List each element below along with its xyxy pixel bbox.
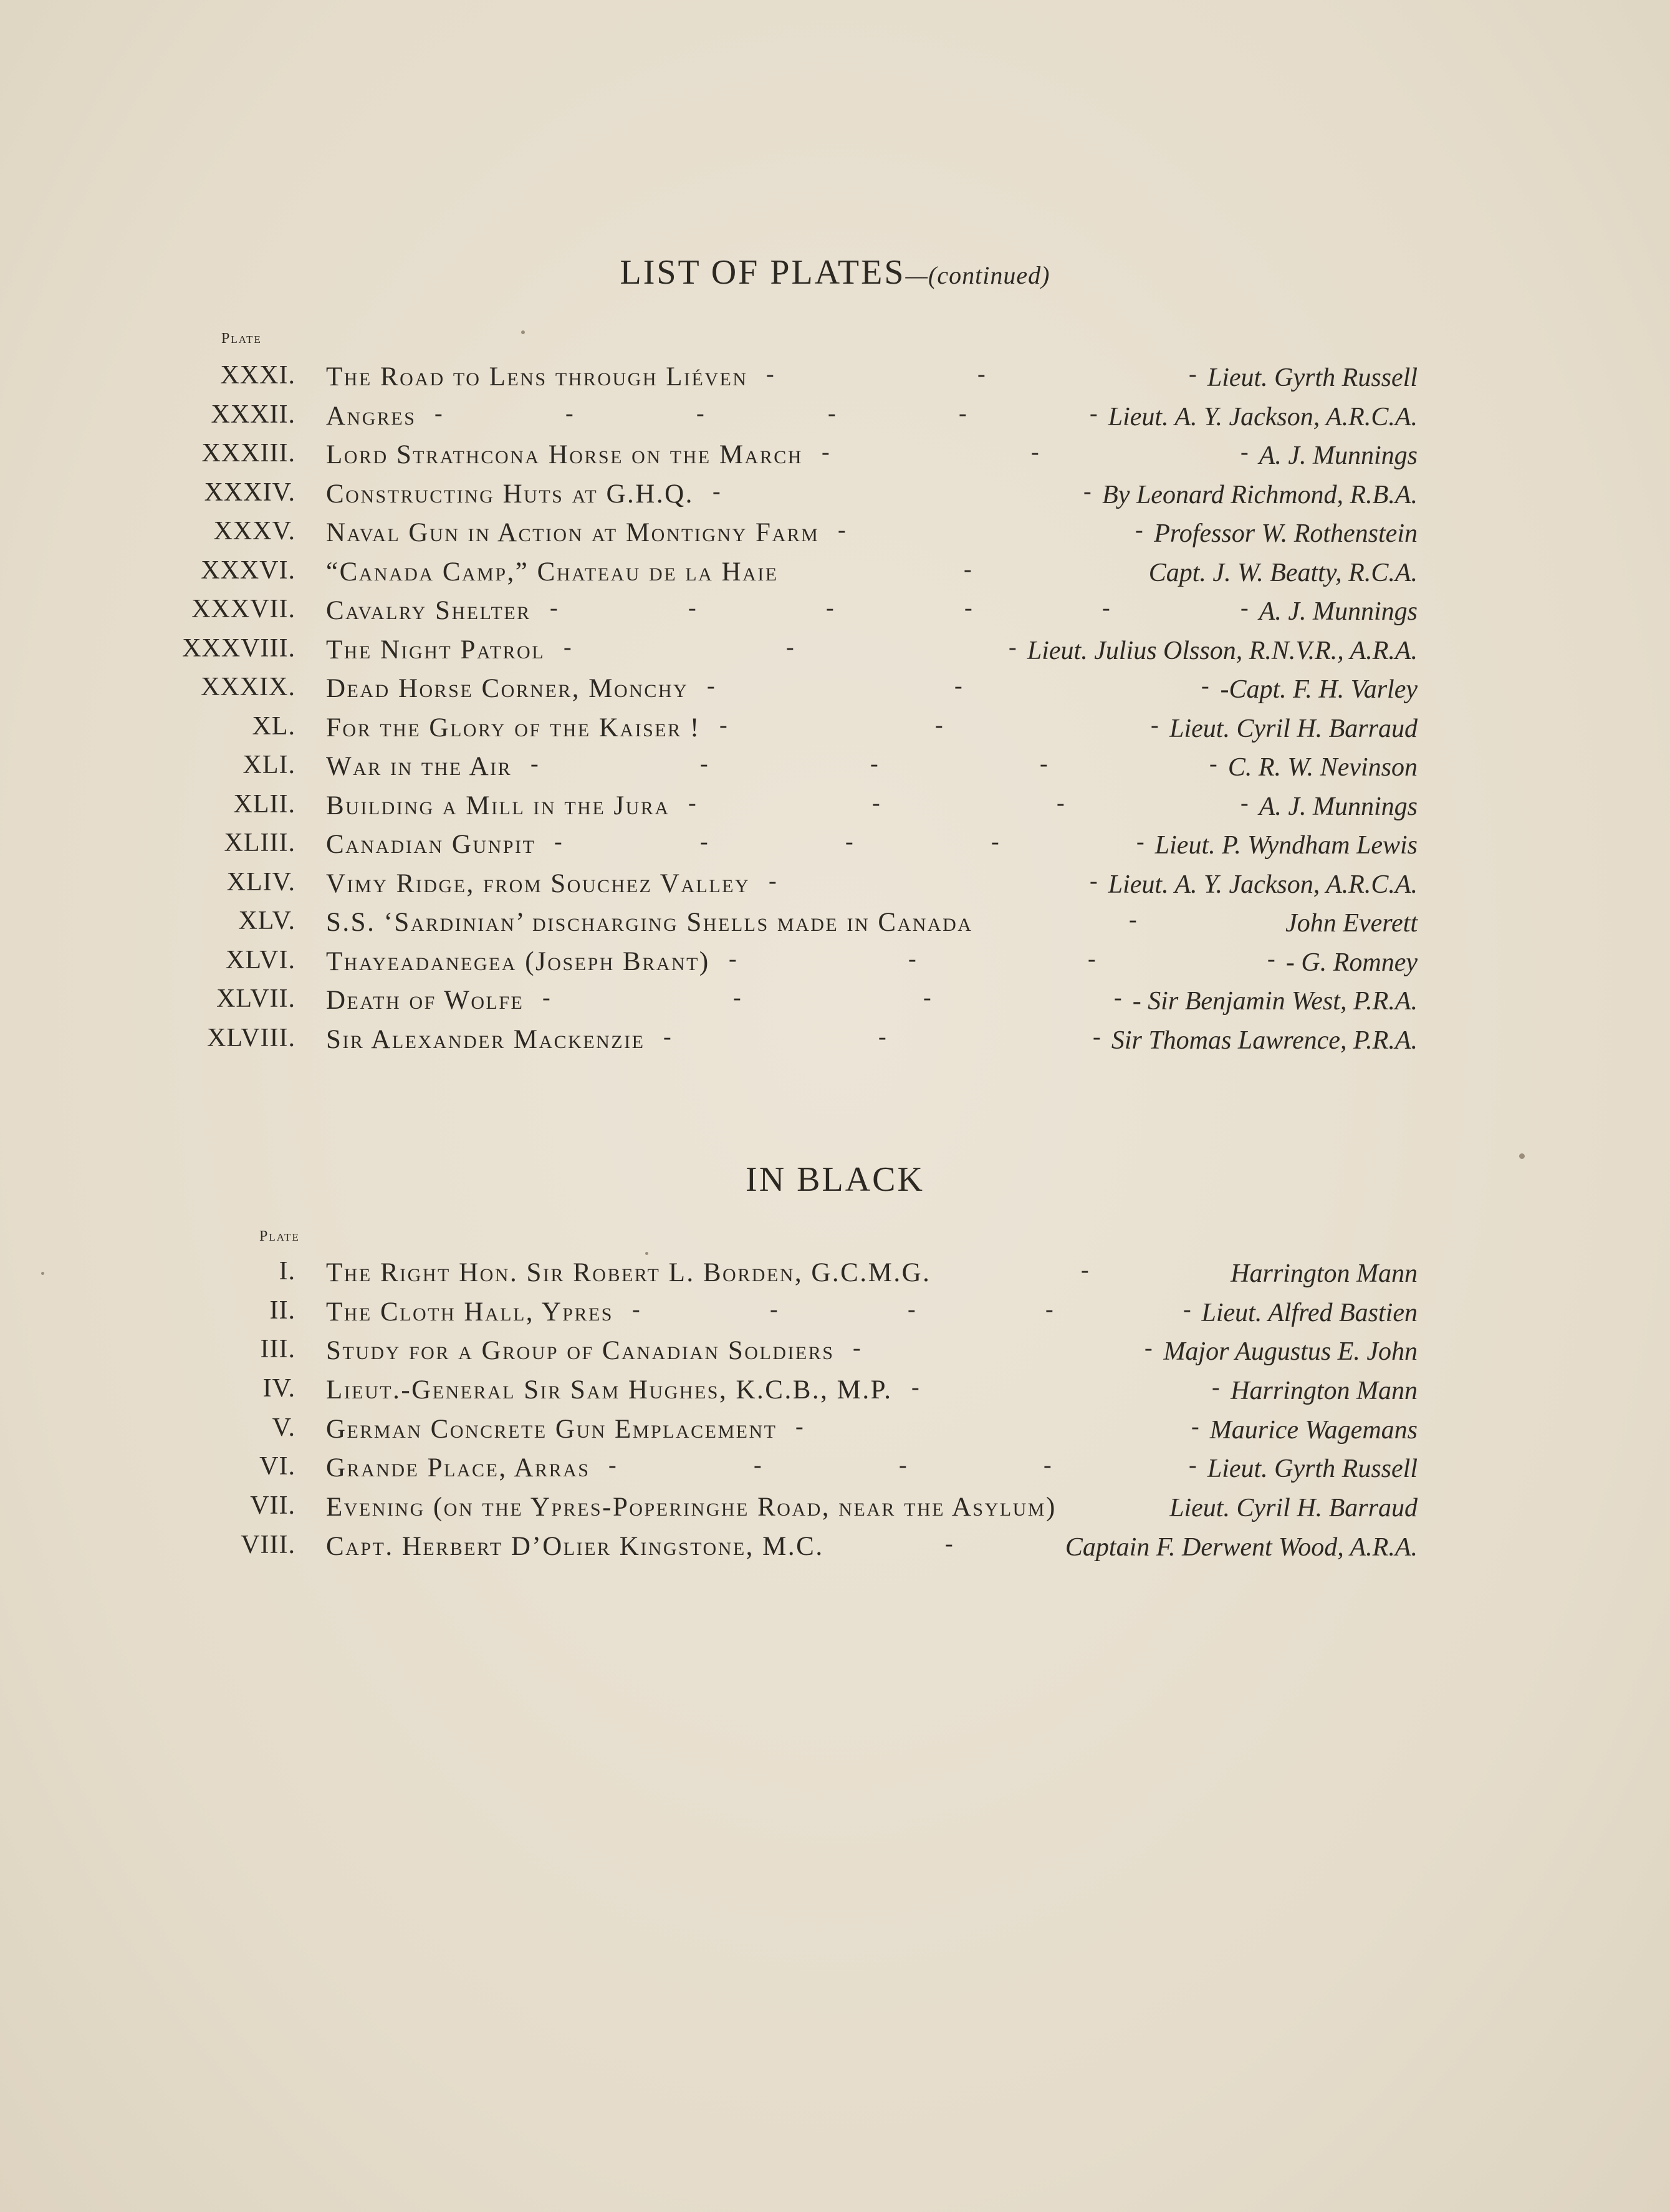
plate-title: Capt. Herbert D’Olier Kingstone, M.C. [326,1531,824,1561]
plate-number: XXXV. [213,517,295,546]
plate-artist: Lieut. Gyrth Russell [1207,363,1418,392]
leader-dash: - [554,829,562,855]
leader-dash: - [870,751,878,777]
in-black-heading: IN BLACK [746,1160,924,1199]
plate-artist: Lieut. Alfred Bastien [1201,1298,1418,1327]
plate-artist: Captain F. Derwent Wood, A.R.A. [1065,1532,1418,1562]
leader-dash: - [911,1374,919,1401]
plate-row [0,1413,1670,1452]
leader-dash: - [908,1296,916,1322]
plate-number: XLI. [242,751,295,779]
plate-title: Sir Alexander Mackenzie [326,1024,645,1054]
leader-dash: - [688,789,696,816]
leader-dash: - [700,751,708,777]
leader-dash: - [1009,633,1017,660]
list-of-plates-heading [0,252,1670,292]
leader-dash: - [550,595,558,621]
leader-dash: - [1090,867,1098,894]
plate-artist: Harrington Mann [1231,1377,1418,1406]
plate-row [0,1530,1670,1569]
leader-dash: - [1090,400,1098,426]
plate-title: Thayeadanegea (Joseph Brant) [326,946,710,976]
leader-dash: - [1093,1023,1101,1050]
paper-speck [521,330,525,334]
plate-row [0,789,1670,829]
plate-number: XXXI. [220,361,295,390]
leader-dash: - [1083,478,1092,504]
leader-dash: - [663,1023,671,1050]
plate-title: Canadian Gunpit [326,830,536,859]
leader-dash: - [845,829,853,855]
plate-number: XXXVI. [201,555,295,585]
plate-number: XXXVII. [191,595,295,623]
plate-row [0,1491,1670,1530]
plate-artist: Lieut. Cyril H. Barraud [1169,1494,1418,1523]
leader-dash: - [945,1530,953,1557]
plate-artist: John Everett [1285,909,1418,938]
plate-row [0,828,1670,867]
plate-title: Study for a Group of Canadian Soldiers [326,1336,835,1366]
plate-column-label-black: Plate [259,1228,300,1244]
plate-artist: -Capt. F. H. Varley [1220,675,1418,704]
leader-dash: - [872,789,880,816]
leader-dash: - [1057,789,1065,816]
leader-dash: - [1151,711,1159,738]
leader-dash: - [828,400,836,426]
leader-dash: - [1241,595,1249,621]
leader-dash: - [822,439,830,465]
leader-dash: - [959,400,967,426]
plate-number: XLVI. [226,945,295,974]
plate-artist: Lieut. P. Wyndham Lewis [1154,831,1418,860]
plate-number: XXXII. [211,400,295,429]
leader-dash: - [1136,829,1145,855]
heading-continued: —(continued) [905,261,1050,289]
leader-dash: - [1189,1452,1197,1479]
plate-number: XXXVIII. [182,633,295,663]
leader-dash: - [530,751,539,777]
plate-artist: Lieut. A. Y. Jackson, A.R.C.A. [1108,402,1418,431]
plate-row [0,867,1670,906]
leader-dash: - [878,1023,886,1050]
plate-artist: A. J. Munnings [1259,441,1418,470]
leader-dash: - [1267,945,1275,972]
leader-dash: - [632,1296,640,1322]
leader-dash: - [1241,789,1249,816]
plate-number: XLIII. [224,829,295,857]
plate-row [0,945,1670,984]
leader-dash: - [1031,439,1039,465]
plate-number: VI. [259,1452,295,1481]
leader-dash: - [542,984,550,1011]
plate-number: VIII. [241,1530,295,1559]
plate-row [0,1023,1670,1062]
plate-artist: A. J. Munnings [1259,597,1418,626]
leader-dash: - [700,829,708,855]
leader-dash: - [688,595,696,621]
leader-dash: - [1189,361,1197,387]
leader-dash: - [853,1335,861,1362]
plate-artist: Major Augustus E. John [1163,1337,1418,1367]
plate-title: For the Glory of the Kaiser ! [326,713,701,743]
leader-dash: - [719,711,727,738]
paper-speck [645,1252,648,1255]
leader-dash: - [608,1452,617,1479]
plate-title: Grande Place, Arras [326,1453,590,1483]
plate-title: Dead Horse Corner, Monchy [326,674,689,703]
leader-dash: - [826,595,834,621]
plate-artist: A. J. Munnings [1259,792,1418,821]
leader-dash: - [977,361,986,387]
leader-dash: - [1088,945,1096,972]
plate-artist: Lieut. Cyril H. Barraud [1169,714,1418,743]
leader-dash: - [1129,906,1137,933]
plate-number: XLVII. [216,984,295,1013]
plate-artist: Maurice Wagemans [1209,1415,1418,1445]
plate-row [0,1373,1670,1413]
plate-row [0,984,1670,1023]
plate-row [0,711,1670,751]
plate-row [0,555,1670,595]
plate-row [0,1256,1670,1296]
plate-number: XLV. [238,906,295,935]
plate-row [0,1451,1670,1491]
plates-list-black [0,1256,1670,1569]
plate-artist: - G. Romney [1285,948,1418,977]
leader-dash: - [713,478,721,504]
plate-artist: Sir Thomas Lawrence, P.R.A. [1111,1026,1418,1055]
leader-dash: - [923,984,931,1011]
plate-title: “Canada Camp,” Chateau de la Haie [326,557,779,587]
leader-dash: - [899,1452,907,1479]
leader-dash: - [1044,1452,1052,1479]
plate-number: XL. [252,711,295,741]
plate-title: Death of Wolfe [326,986,524,1015]
plate-row [0,750,1670,789]
plate-number: XLII. [233,789,295,819]
leader-dash: - [564,633,572,660]
plate-row [0,1334,1670,1373]
leader-dash: - [1040,751,1048,777]
plate-number: II. [269,1296,295,1325]
leader-dash: - [1183,1296,1191,1322]
plate-row [0,594,1670,633]
leader-dash: - [838,517,846,543]
leader-dash: - [766,361,774,387]
plate-artist: By Leonard Richmond, R.B.A. [1102,480,1418,509]
plate-row [0,906,1670,945]
leader-dash: - [795,1413,804,1440]
leader-dash: - [991,829,999,855]
leader-dash: - [707,673,715,699]
plate-artist: Capt. J. W. Beatty, R.C.A. [1148,558,1418,587]
plate-column-label: Plate [221,330,262,347]
plate-number: XXXIX. [201,673,295,701]
plate-row [0,478,1670,517]
plate-title: Vimy Ridge, from Souchez Valley [326,868,751,898]
leader-dash: - [770,1296,778,1322]
plate-title: The Cloth Hall, Ypres [326,1297,613,1327]
leader-dash: - [565,400,573,426]
plate-artist: Harrington Mann [1231,1259,1418,1288]
plate-row [0,400,1670,439]
leader-dash: - [1045,1296,1053,1322]
plate-title: Lord Strathcona Horse on the March [326,440,803,469]
heading-text: LIST OF PLATES [620,253,906,292]
plate-row [0,1296,1670,1335]
plate-title: Evening (on the Ypres-Poperinghe Road, near the Asylum) [326,1493,1057,1522]
plates-list-colour [0,360,1670,1062]
plate-number: IV. [262,1374,295,1403]
plate-title: War in the Air [326,752,512,781]
leader-dash: - [964,555,972,582]
plate-number: III. [260,1335,295,1364]
plate-title: Naval Gun in Action at Montigny Farm [326,518,820,547]
plate-artist: - Sir Benjamin West, P.R.A. [1132,987,1418,1016]
plate-number: XXXIII. [201,439,295,468]
plate-artist: Lieut. Julius Olsson, R.N.V.R., A.R.A. [1027,636,1418,665]
leader-dash: - [908,945,916,972]
plate-row [0,360,1670,400]
plate-number: XLIV. [226,867,295,897]
plate-artist: Lieut. Gyrth Russell [1207,1455,1418,1484]
plate-title: German Concrete Gun Emplacement [326,1414,777,1444]
leader-dash: - [729,945,737,972]
plate-title: The Night Patrol [326,635,545,665]
plate-artist: Professor W. Rothenstein [1154,519,1418,548]
leader-dash: - [1209,751,1217,777]
paper-speck [41,1272,44,1275]
plate-title: The Right Hon. Sir Robert L. Borden, G.C.M.G. [326,1258,931,1287]
plate-artist: C. R. W. Nevinson [1227,753,1418,782]
plate-number: XLVIII. [207,1023,295,1052]
leader-dash: - [769,867,777,894]
leader-dash: - [1114,984,1122,1011]
plate-row [0,633,1670,673]
plate-title: Lieut.-General Sir Sam Hughes, K.C.B., M.P. [326,1375,893,1405]
leader-dash: - [1201,673,1209,699]
plate-title: The Road to Lens through Liéven [326,362,748,392]
plate-title: Constructing Huts at G.H.Q. [326,479,694,509]
plate-title: Building a Mill in the Jura [326,791,670,820]
plate-artist: Lieut. A. Y. Jackson, A.R.C.A. [1108,870,1418,899]
leader-dash: - [935,711,943,738]
leader-dash: - [1135,517,1143,543]
leader-dash: - [786,633,794,660]
plate-title: Cavalry Shelter [326,596,531,625]
plate-title: S.S. ‘Sardinian’ discharging Shells made in Canada [326,908,973,937]
leader-dash: - [954,673,962,699]
paper-speck [1519,1153,1525,1159]
plate-number: V. [272,1413,295,1442]
plate-number: I. [279,1257,295,1286]
leader-dash: - [434,400,443,426]
plate-number: XXXIV. [204,478,295,507]
plate-title: Angres [326,401,416,431]
leader-dash: - [1241,439,1249,465]
leader-dash: - [964,595,972,621]
leader-dash: - [1145,1335,1153,1362]
leader-dash: - [1191,1413,1199,1440]
leader-dash: - [696,400,704,426]
leader-dash: - [754,1452,762,1479]
leader-dash: - [1081,1257,1089,1283]
leader-dash: - [1102,595,1110,621]
plate-row [0,672,1670,711]
leader-dash: - [733,984,741,1011]
plate-row [0,516,1670,555]
leader-dash: - [1212,1374,1220,1401]
plate-row [0,438,1670,478]
plate-number: VII. [250,1491,295,1521]
